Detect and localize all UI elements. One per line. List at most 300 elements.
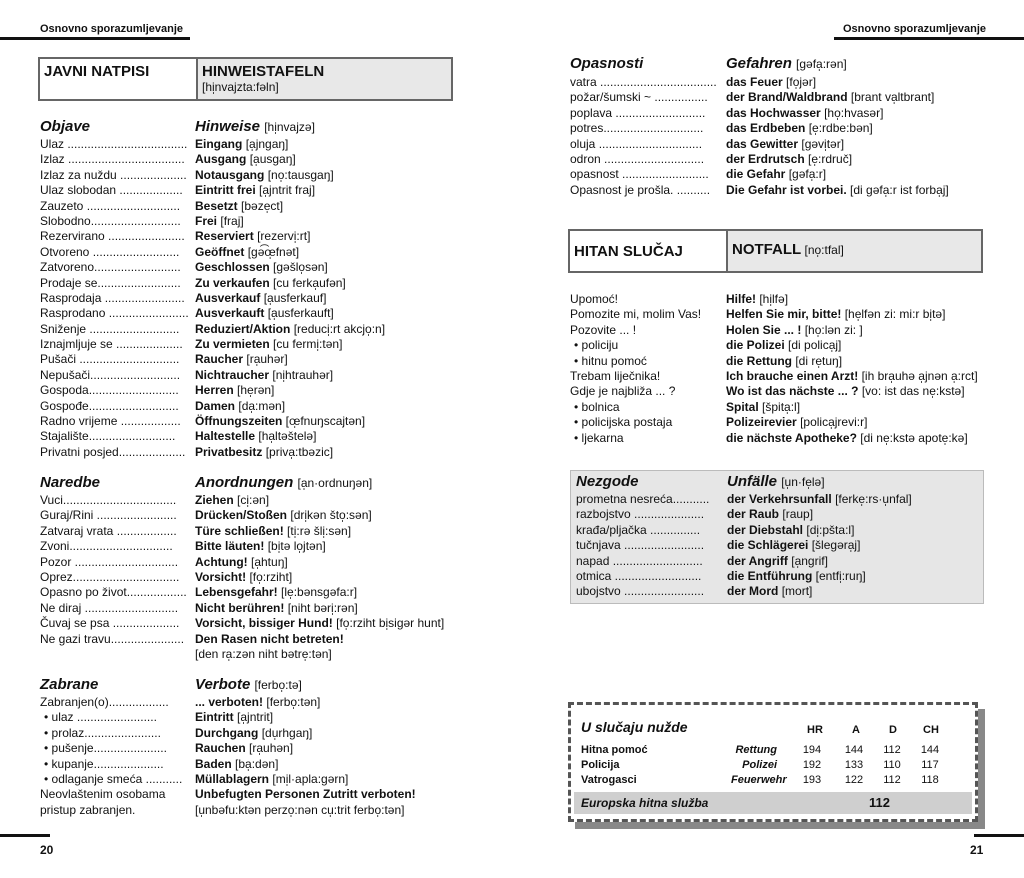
signs-box-translation xyxy=(198,59,451,99)
german-translation xyxy=(726,152,852,167)
list-item xyxy=(40,772,470,787)
list-item xyxy=(570,75,990,90)
emergency-box-german: NOTFALL xyxy=(732,241,802,258)
running-header-left: Osnovno sporazumljevanje xyxy=(40,23,184,35)
number-d: 110 xyxy=(883,759,901,771)
german-translation xyxy=(726,431,968,446)
german-phrase: Müllablagern xyxy=(195,771,270,786)
emergency-numbers-card xyxy=(568,702,978,822)
pronunciation: [a̩ngrif] xyxy=(791,553,828,568)
pronunciation: [di re̩tuŋ] xyxy=(795,353,843,368)
german-translation xyxy=(727,554,828,569)
german-phrase: Bitte läuten! xyxy=(195,539,265,554)
number-hr: 193 xyxy=(802,774,822,786)
german-translation xyxy=(726,167,826,182)
german-translation xyxy=(195,585,357,600)
nezgode-heading-right: Unfälle [u̩n·fe̩lə] xyxy=(727,473,825,490)
pronunciation: [cu fermi̩:tən] xyxy=(273,337,343,352)
source-phrase: Slobodno........................... xyxy=(40,213,181,228)
german-phrase: Eintritt frei xyxy=(195,183,256,198)
source-phrase: prometna nesreća........... xyxy=(576,492,710,506)
list-item xyxy=(40,337,470,352)
german-phrase: der Erdrutsch xyxy=(726,151,805,166)
pronunciation: [gəfa̩:r] xyxy=(788,167,827,182)
german-translation xyxy=(727,584,812,599)
source-phrase: Ne diraj ............................ xyxy=(40,600,179,615)
german-translation xyxy=(726,106,883,121)
header-rule-left xyxy=(0,37,190,40)
german-phrase: der Verkehrsunfall xyxy=(727,492,832,506)
german-translation xyxy=(195,570,292,585)
row-name: Policija xyxy=(581,759,620,771)
list-item xyxy=(40,647,470,662)
source-phrase: Zatvaraj vrata .................. xyxy=(40,523,177,538)
pronunciation: [a̩htuŋ] xyxy=(251,554,288,569)
pronunciation: [a̩usferkauft] xyxy=(267,306,334,321)
list-item xyxy=(40,383,470,398)
pronunciation: [vo: ist das ne̩:kstə] xyxy=(861,384,965,399)
zabrane-list xyxy=(40,695,470,818)
pronunciation: [den ra̩:zən niht bətre̩:tən] xyxy=(195,646,332,661)
number-d: 112 xyxy=(883,774,901,786)
german-phrase: Notausgang xyxy=(195,167,265,182)
german-translation xyxy=(195,539,326,554)
pronunciation: [bi̩tə lo̩jtən] xyxy=(267,539,326,554)
german-phrase: Ausgang xyxy=(195,152,247,167)
list-item xyxy=(570,307,1000,322)
source-phrase: Trebam liječnika! xyxy=(570,368,661,383)
german-phrase: der Diebstahl xyxy=(727,522,804,537)
list-item xyxy=(40,695,470,710)
german-phrase: Helfen Sie mir, bitte! xyxy=(726,307,842,322)
list-item xyxy=(570,292,1000,307)
german-phrase: Holen Sie ... ! xyxy=(726,322,802,337)
emergency-row-fire xyxy=(571,774,975,789)
source-phrase: napad ........................... xyxy=(576,553,703,568)
number-a: 122 xyxy=(844,774,864,786)
german-translation xyxy=(195,726,312,741)
german-phrase: Drücken/Stoßen xyxy=(195,508,288,523)
header-rule-right xyxy=(834,37,1024,40)
german-phrase: Rauchen xyxy=(195,741,246,756)
signs-box-german: HINWEISTAFELN xyxy=(202,63,325,80)
pronunciation: [ha̩ltəštelə] xyxy=(258,429,317,444)
source-phrase: tučnjava ........................ xyxy=(576,538,705,553)
german-phrase: ... verboten! xyxy=(195,695,264,709)
source-phrase: Radno vrijeme .................. xyxy=(40,414,181,429)
german-translation xyxy=(195,445,333,460)
source-phrase: Iznajmljuje se .................... xyxy=(40,337,183,352)
opasnosti-heading xyxy=(570,55,990,73)
german-translation xyxy=(195,214,244,229)
german-translation xyxy=(195,383,274,398)
list-item xyxy=(40,276,470,291)
source-phrase: požar/šumski ~ ................ xyxy=(570,90,708,105)
list-item xyxy=(40,245,470,260)
german-phrase: Haltestelle xyxy=(195,429,256,444)
pronunciation: [a̩jngaŋ] xyxy=(245,137,289,151)
german-translation xyxy=(195,616,444,631)
number-ch: 144 xyxy=(920,744,940,756)
objave-list xyxy=(40,137,470,460)
german-translation xyxy=(195,741,293,756)
german-phrase: Ausverkauft xyxy=(195,306,265,321)
pronunciation: [cu ferka̩ufən] xyxy=(273,275,346,290)
source-phrase: Gospoda........................... xyxy=(40,383,179,398)
list-item xyxy=(570,400,1000,415)
list-item xyxy=(40,616,470,631)
row-name: Vatrogasci xyxy=(581,774,637,786)
german-translation xyxy=(195,152,296,167)
german-translation xyxy=(195,399,285,414)
source-phrase: • hitnu pomoć xyxy=(574,354,647,369)
pronunciation: [ra̩uhər] xyxy=(246,352,288,367)
source-phrase: Pozovite ... ! xyxy=(570,322,637,337)
pronunciation: [gə͡œ̩fnət] xyxy=(247,244,300,259)
list-item xyxy=(40,493,470,508)
source-phrase: Vuci.................................. xyxy=(40,493,177,507)
german-translation xyxy=(195,352,288,367)
pronunciation: [reduci̩:rt akcjo̩:n] xyxy=(293,321,386,336)
german-translation xyxy=(727,538,860,553)
german-translation xyxy=(195,260,328,275)
german-translation xyxy=(195,772,348,787)
list-item xyxy=(40,152,470,167)
zabrane-heading-left: Zabrane xyxy=(40,676,99,693)
opasnosti-heading-left: Opasnosti xyxy=(570,55,644,72)
german-phrase: Durchgang xyxy=(195,725,259,740)
german-translation xyxy=(727,523,854,538)
eu-emergency-number: 112 xyxy=(869,795,890,810)
pronunciation: [špita̩:l] xyxy=(762,399,801,414)
source-phrase: Stajalište.......................... xyxy=(40,429,176,444)
german-translation xyxy=(195,368,333,383)
german-translation xyxy=(726,121,873,136)
number-ch: 118 xyxy=(921,774,939,786)
page-number-right: 21 xyxy=(970,843,984,857)
list-item xyxy=(570,354,1000,369)
source-phrase: Rezervirano ....................... xyxy=(40,229,185,244)
pronunciation: [da̩:mən] xyxy=(238,398,286,413)
signs-box-pronunciation: [hi̩nvajzta:fəln] xyxy=(202,80,279,94)
list-item xyxy=(40,260,470,275)
source-phrase: Guraj/Rini ........................ xyxy=(40,508,177,523)
col-a: A xyxy=(852,724,860,736)
german-phrase: Reduziert/Aktion xyxy=(195,321,291,336)
footer-rule-right xyxy=(974,834,1024,837)
german-phrase: Raucher xyxy=(195,352,244,367)
pronunciation: [œ̩fnuŋscajtən] xyxy=(285,414,366,429)
pronunciation: [ra̩uhən] xyxy=(249,741,294,756)
german-phrase: Ich brauche einen Arzt! xyxy=(726,368,859,383)
list-item xyxy=(40,368,470,383)
pronunciation: [ti̩:rə šli̩:sən] xyxy=(287,523,352,538)
german-phrase: Spital xyxy=(726,399,759,414)
list-item xyxy=(40,168,470,183)
list-item xyxy=(570,384,1000,399)
list-item xyxy=(40,539,470,554)
pronunciation: [dri̩kən što̩:sən] xyxy=(290,508,372,523)
source-phrase: Zauzeto ............................ xyxy=(40,198,181,213)
zabrane-heading-right: Verbote [ferbo̩:tə] xyxy=(195,676,302,693)
pronunciation: [rezervi̩:rt] xyxy=(257,229,311,244)
german-translation xyxy=(726,75,816,90)
list-item xyxy=(40,741,470,756)
pronunciation: [ih bra̩uhə a̩jnən a̩:rct] xyxy=(861,368,978,383)
source-phrase: • policiju xyxy=(574,338,618,353)
german-translation xyxy=(195,199,283,214)
list-item xyxy=(40,291,470,306)
row-german: Rettung xyxy=(735,744,777,756)
german-phrase: Geöffnet xyxy=(195,244,245,259)
list-item xyxy=(40,570,470,585)
german-translation xyxy=(726,183,949,198)
source-phrase: Pušači .............................. xyxy=(40,352,180,367)
pronunciation: [di̩:pšta:l] xyxy=(806,522,855,537)
german-phrase: die Polizei xyxy=(726,338,785,353)
pronunciation: [entfi̩:ruŋ] xyxy=(815,568,866,583)
list-item xyxy=(40,399,470,414)
german-translation xyxy=(195,414,365,429)
german-phrase: die Entführung xyxy=(727,568,813,583)
german-phrase: Vorsicht, bissiger Hund! xyxy=(195,616,333,631)
german-translation xyxy=(195,322,385,337)
list-item xyxy=(576,538,976,553)
german-phrase: Hilfe! xyxy=(726,292,756,306)
pronunciation: [fo̩:rziht] xyxy=(249,569,293,584)
german-translation xyxy=(195,757,278,772)
german-phrase: der Mord xyxy=(727,584,779,599)
source-phrase: odron .............................. xyxy=(570,151,705,166)
number-a: 133 xyxy=(844,759,864,771)
list-item xyxy=(40,787,470,802)
signs-box-title: JAVNI NATPISI xyxy=(40,59,198,99)
source-phrase: • prolaz....................... xyxy=(44,726,161,741)
row-name: Hitna pomoć xyxy=(581,744,648,756)
naredbe-list xyxy=(40,493,470,662)
source-phrase: Opasno po život.................. xyxy=(40,585,187,600)
source-phrase: Izlaz za nuždu .................... xyxy=(40,167,187,182)
row-german: Feuerwehr xyxy=(731,774,787,786)
list-item xyxy=(40,726,470,741)
emergency-box-pronunciation: [no̩:tfal] xyxy=(804,243,844,257)
german-phrase: Ausverkauf xyxy=(195,290,261,305)
source-phrase: Pomozite mi, molim Vas! xyxy=(570,307,702,322)
list-item xyxy=(40,445,470,460)
nezgode-heading-left: Nezgode xyxy=(576,473,639,490)
list-item xyxy=(40,555,470,570)
source-phrase: Gospođe........................... xyxy=(40,398,179,413)
pronunciation: [a̩jntrit fraj] xyxy=(259,183,316,198)
pronunciation: [ba̩:dən] xyxy=(235,756,279,771)
list-item xyxy=(40,229,470,244)
source-phrase: • ulaz ........................ xyxy=(44,710,157,725)
german-phrase: Türe schließen! xyxy=(195,523,284,538)
emergency-box-title: HITAN SLUČAJ xyxy=(570,231,728,271)
pronunciation: [priva̩:tbəzic] xyxy=(265,444,334,459)
german-phrase: Nicht berühren! xyxy=(195,600,285,615)
list-item xyxy=(570,323,1000,338)
source-phrase: Ne gazi travu...................... xyxy=(40,631,185,646)
source-phrase: ubojstvo ........................ xyxy=(576,584,705,599)
german-translation xyxy=(726,415,867,430)
pronunciation: [a̩usgaŋ] xyxy=(249,152,296,167)
german-phrase: Den Rasen nicht betreten! xyxy=(195,631,344,646)
pronunciation: [no̩:tausgaŋ] xyxy=(267,167,334,182)
list-item xyxy=(570,152,990,167)
german-translation xyxy=(726,292,788,307)
german-translation xyxy=(727,507,813,522)
source-phrase: Ulaz slobodan ................... xyxy=(40,183,183,198)
german-phrase: Lebensgefahr! xyxy=(195,585,278,600)
list-item xyxy=(40,137,470,152)
german-translation xyxy=(726,384,965,399)
german-phrase: Eingang xyxy=(195,137,243,151)
objave-heading-right: Hinweise [hi̩nvajzə] xyxy=(195,118,315,135)
german-translation xyxy=(726,354,842,369)
list-item xyxy=(40,710,470,725)
objave-heading xyxy=(40,118,460,136)
source-phrase: Neovlaštenim osobama xyxy=(40,787,166,802)
pronunciation: [he̩rən] xyxy=(237,383,275,398)
objave-heading-left: Objave xyxy=(40,118,91,135)
source-phrase: Ulaz .................................... xyxy=(40,137,188,151)
german-phrase: das Gewitter xyxy=(726,136,799,151)
running-header-right: Osnovno sporazumljevanje xyxy=(843,23,987,35)
pronunciation: [hi̩lfə] xyxy=(759,292,789,306)
list-item xyxy=(570,167,990,182)
german-translation xyxy=(195,429,316,444)
naredbe-heading-left: Naredbe xyxy=(40,474,101,491)
col-ch: CH xyxy=(923,724,939,736)
source-phrase: Rasprodaja ........................ xyxy=(40,290,185,305)
pronunciation: [ferbo̩:tən] xyxy=(266,695,321,709)
source-phrase: Opasnost je prošla. .......... xyxy=(570,182,711,197)
list-item xyxy=(40,306,470,321)
pronunciation: [gəvi̩tər] xyxy=(801,136,845,151)
german-translation xyxy=(726,338,841,353)
german-translation xyxy=(195,787,416,802)
german-phrase: die Rettung xyxy=(726,353,792,368)
german-phrase: Herren xyxy=(195,383,234,398)
list-item xyxy=(570,137,990,152)
list-item xyxy=(40,585,470,600)
list-item xyxy=(570,415,1000,430)
german-translation xyxy=(195,555,288,570)
german-phrase: Besetzt xyxy=(195,198,238,213)
list-item xyxy=(570,338,1000,353)
opasnosti-list xyxy=(570,75,990,198)
german-translation xyxy=(195,137,288,152)
german-translation xyxy=(195,524,351,539)
emergency-row-police xyxy=(571,759,975,774)
source-phrase: otmica .......................... xyxy=(576,568,702,583)
german-translation xyxy=(726,137,844,152)
pronunciation: [u̩nbəfu:ktən perzo̩:nən cu̩:trit ferbo̩:tən] xyxy=(195,802,405,817)
german-translation xyxy=(727,492,912,507)
german-phrase: Ziehen xyxy=(195,493,234,507)
source-phrase: • ljekarna xyxy=(574,431,624,446)
source-phrase: • policijska postaja xyxy=(574,415,672,430)
list-item xyxy=(40,508,470,523)
list-item xyxy=(576,492,976,507)
col-d: D xyxy=(889,724,897,736)
german-phrase: Zu verkaufen xyxy=(195,275,270,290)
pronunciation: [mort] xyxy=(781,584,813,599)
german-phrase: Unbefugten Personen Zutritt verboten! xyxy=(195,787,416,802)
source-phrase: • bolnica xyxy=(574,400,620,415)
pronunciation: [šlegəra̩j] xyxy=(811,538,861,553)
german-phrase: die Schlägerei xyxy=(727,538,809,553)
german-translation xyxy=(195,710,273,725)
german-phrase: der Brand/Waldbrand xyxy=(726,90,848,105)
german-phrase: Die Gefahr ist vorbei. xyxy=(726,182,847,197)
pronunciation: [fo̩jər] xyxy=(786,75,817,89)
emergency-section-box xyxy=(568,229,983,273)
signs-section-box xyxy=(38,57,453,101)
source-phrase: Izlaz ................................... xyxy=(40,152,185,167)
pronunciation: [gəšlo̩sən] xyxy=(273,260,328,275)
list-item xyxy=(40,183,470,198)
pronunciation: [du̩rhgaŋ] xyxy=(261,725,313,740)
german-translation xyxy=(195,291,326,306)
row-german: Polizei xyxy=(742,759,777,771)
source-phrase: Oprez................................ xyxy=(40,569,180,584)
hitan-list xyxy=(570,292,1000,446)
german-phrase: das Hochwasser xyxy=(726,105,821,120)
pronunciation: [fo̩:rziht bi̩sigər hunt] xyxy=(336,616,445,631)
german-phrase: Frei xyxy=(195,213,218,228)
number-a: 144 xyxy=(844,744,864,756)
opasnosti-heading-right: Gefahren [gəfa̩:rən] xyxy=(726,55,847,72)
eu-emergency-label: Europska hitna služba xyxy=(581,796,709,810)
german-phrase: Geschlossen xyxy=(195,260,270,275)
german-translation xyxy=(195,168,334,183)
zabrane-heading xyxy=(40,676,460,694)
pronunciation: [ni̩htrauhər] xyxy=(272,367,334,382)
pronunciation: [mi̩l·apla:gərn] xyxy=(272,771,349,786)
pronunciation: [di gəfa̩:r ist forba̩j] xyxy=(850,182,949,197)
page-number-left: 20 xyxy=(40,843,54,857)
german-phrase: Privatbesitz xyxy=(195,444,263,459)
list-item xyxy=(40,352,470,367)
source-phrase: • odlaganje smeća ........... xyxy=(44,772,182,787)
source-phrase: Prodaje se......................... xyxy=(40,275,181,290)
source-phrase: Privatni posjed.................... xyxy=(40,444,186,459)
german-phrase: Öffnungszeiten xyxy=(195,414,283,429)
nezgode-list xyxy=(576,492,976,600)
footer-rule-left xyxy=(0,834,50,837)
pronunciation: [a̩jntrit] xyxy=(237,710,274,725)
pronunciation: [he̩lfən zi: mi:r bi̩tə] xyxy=(844,307,946,322)
list-item xyxy=(40,322,470,337)
german-translation xyxy=(195,493,269,508)
source-phrase: potres.............................. xyxy=(570,121,704,136)
german-translation xyxy=(195,695,320,710)
source-phrase: Otvoreno .......................... xyxy=(40,244,180,259)
source-phrase: krađa/pljačka ............... xyxy=(576,522,701,537)
german-translation xyxy=(726,307,945,322)
german-translation xyxy=(195,508,372,523)
german-phrase: Damen xyxy=(195,398,236,413)
list-item xyxy=(40,429,470,444)
source-phrase: • pušenje...................... xyxy=(44,741,167,756)
pronunciation: [ferke̩:rs·u̩nfal] xyxy=(835,492,912,506)
source-phrase: Sniženje ........................... xyxy=(40,321,180,336)
source-phrase: Nepušači........................... xyxy=(40,367,181,382)
german-translation xyxy=(195,647,332,662)
number-ch: 117 xyxy=(921,759,939,771)
